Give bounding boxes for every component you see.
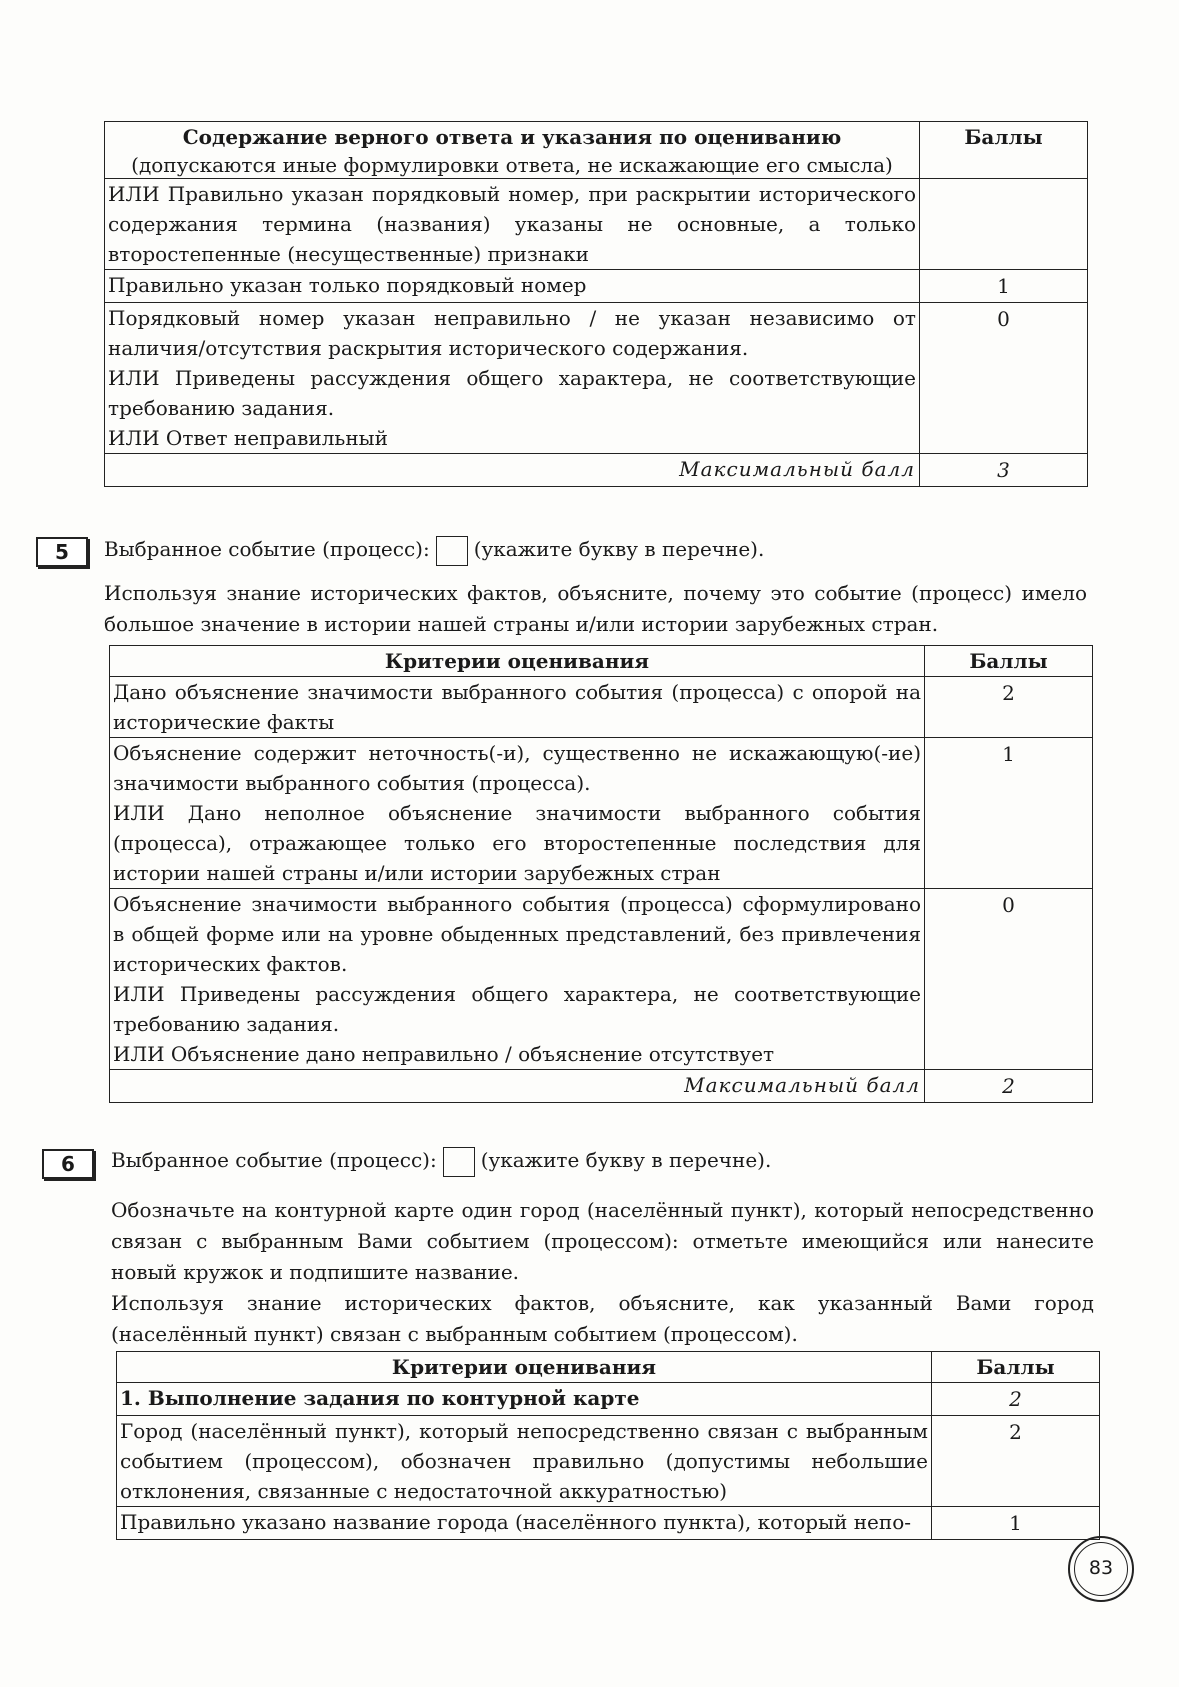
content-header: [105, 122, 920, 179]
criterion-score: 1: [925, 738, 1093, 889]
task6-prompt-before: Выбранное событие (процесс):: [111, 1148, 437, 1172]
table-row: [105, 270, 1088, 303]
section-score: 2: [932, 1383, 1100, 1416]
criterion-score: 1: [932, 1507, 1100, 1540]
table-row: [110, 677, 1093, 738]
criterion-line: ИЛИ Приведены рассуждения общего характера, не соответствующие требованию задания.: [108, 366, 916, 420]
criterion-line: Порядковый номер указан неправильно / не указан независимо от наличия/отсутствия раскрытия исторического содержания.: [108, 306, 916, 360]
content-header-subtitle: (допускаются иные формулировки ответа, не искажающие его смысла): [131, 153, 893, 177]
answer-letter-box[interactable]: [436, 536, 468, 566]
score-header: Баллы: [925, 646, 1093, 677]
task-number-5: 5: [36, 537, 88, 567]
score-header: Баллы: [932, 1352, 1100, 1383]
max-score-label: Максимальный балл: [105, 454, 920, 487]
table-header: [117, 1352, 1100, 1383]
table-header: [105, 122, 1088, 179]
max-score-value: 3: [920, 454, 1088, 487]
task6-instruction-1: Обозначьте на контурной карте один город (населённый пункт), который непосредственно связан с выбранным Вами событием (процессом): отметьте имеющийся или нанесите новый кружок и подпишите название.: [111, 1198, 1094, 1284]
score-header: Баллы: [920, 122, 1088, 179]
criterion-line: Объяснение содержит неточность(-и), существенно не искажающую(-ие) значимости выбранного события (процесса).: [113, 741, 921, 795]
criterion-line: Дано объяснение значимости выбранного события (процесса) с опорой на исторические факты: [113, 680, 921, 734]
task5-prompt-after: (укажите букву в перечне).: [473, 537, 765, 561]
criteria-header: Критерии оценивания: [110, 646, 925, 677]
criterion-line: Объяснение значимости выбранного события (процесса) сформулировано в общей форме или на уровне обыденных представлений, без привлечения исторических фактов.: [113, 892, 921, 976]
task5-prompt-before: Выбранное событие (процесс):: [104, 537, 430, 561]
criteria-header: Критерии оценивания: [117, 1352, 932, 1383]
criterion-text: Правильно указан только порядковый номер: [105, 270, 920, 303]
max-score-row: [110, 1070, 1093, 1103]
answer-letter-box[interactable]: [443, 1147, 475, 1177]
content-header-title: Содержание верного ответа и указания по оцениванию: [182, 125, 842, 149]
section-row: [117, 1383, 1100, 1416]
table-row: [110, 738, 1093, 889]
task6-instruction-2: Используя знание исторических фактов, объясните, как указанный Вами город (населённый пункт) связан с выбранным событием (процессом).: [111, 1291, 1094, 1346]
criterion-line: ИЛИ Дано неполное объяснение значимости выбранного события (процесса), отражающее только его второстепенные последствия для истории нашей страны и/или истории зарубежных стран: [113, 801, 921, 885]
page-number-badge: [1068, 1536, 1134, 1602]
task6-instruction: [111, 1195, 1094, 1350]
table-row: [117, 1507, 1100, 1540]
max-score-value: 2: [925, 1070, 1093, 1103]
criterion-line: ИЛИ Объяснение дано неправильно / объяснение отсутствует: [113, 1042, 775, 1066]
task-number-6: 6: [42, 1149, 94, 1179]
criterion-text: [110, 889, 925, 1070]
table-task5-criteria: [109, 645, 1093, 1103]
max-score-row: [105, 454, 1088, 487]
table-task4-continuation: [104, 121, 1088, 487]
criterion-score: 0: [920, 303, 1088, 454]
task6-prompt: [111, 1145, 771, 1177]
criterion-text: Правильно указано название города (населённого пункта), который непо-: [117, 1507, 932, 1540]
table-row: [117, 1416, 1100, 1507]
page-number: 83: [1074, 1542, 1128, 1596]
criterion-line: ИЛИ Приведены рассуждения общего характера, не соответствующие требованию задания.: [113, 982, 921, 1036]
max-score-label: Максимальный балл: [110, 1070, 925, 1103]
table-header: [110, 646, 1093, 677]
task5-prompt: [104, 534, 764, 566]
criterion-text: [105, 303, 920, 454]
section-title: 1. Выполнение задания по контурной карте: [117, 1383, 932, 1416]
criterion-score: 1: [920, 270, 1088, 303]
criterion-text: ИЛИ Правильно указан порядковый номер, при раскрытии исторического содержания термина (названия) указаны не основные, а только второстепенные (несущественные) признаки: [105, 179, 920, 270]
criterion-score: [920, 179, 1088, 270]
table-row: [105, 179, 1088, 270]
table-row: [110, 889, 1093, 1070]
table-row: [105, 303, 1088, 454]
criterion-line: ИЛИ Ответ неправильный: [108, 426, 388, 450]
criterion-score: 2: [932, 1416, 1100, 1507]
task5-instruction: Используя знание исторических фактов, объясните, почему это событие (процесс) имело большое значение в истории нашей страны и/или истории зарубежных стран.: [104, 581, 1087, 636]
criterion-text: [110, 738, 925, 889]
criterion-text: Город (населённый пункт), который непосредственно связан с выбранным событием (процессом), обозначен правильно (допустимы небольшие отклонения, связанные с недостаточной аккуратностью): [117, 1416, 932, 1507]
table-task6-criteria: [116, 1351, 1100, 1540]
criterion-text: [110, 677, 925, 738]
task6-prompt-after: (укажите букву в перечне).: [480, 1148, 772, 1172]
criterion-score: 0: [925, 889, 1093, 1070]
criterion-score: 2: [925, 677, 1093, 738]
